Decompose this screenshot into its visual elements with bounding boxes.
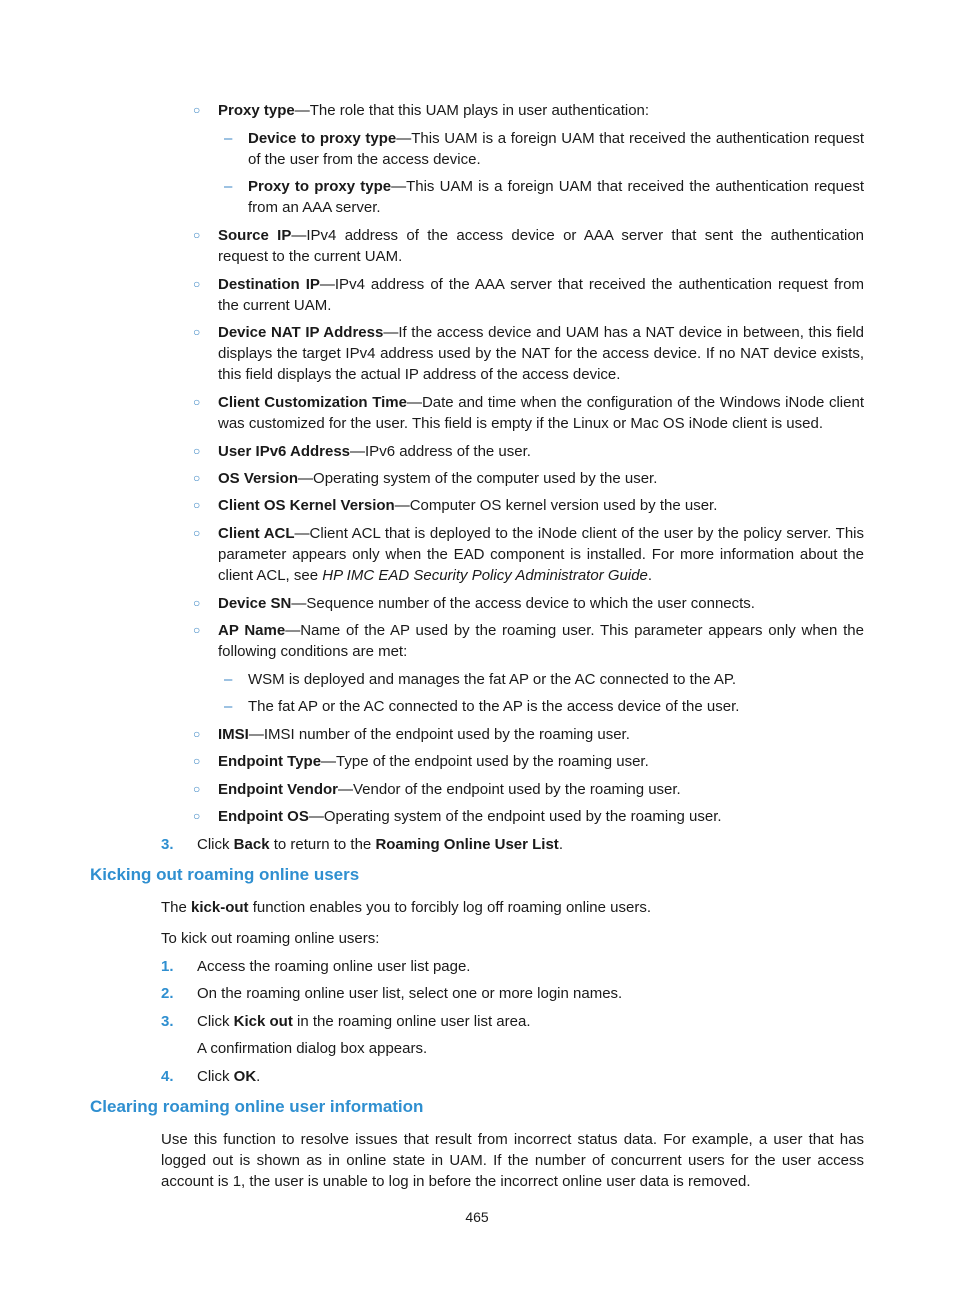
list-item xyxy=(218,468,864,489)
list-item xyxy=(218,100,864,121)
list-item xyxy=(218,806,864,827)
circle-bullet-icon: ○ xyxy=(193,103,201,117)
term: IMSI xyxy=(218,726,249,743)
desc: —Sequence number of the access device to which the user connects. xyxy=(291,595,755,612)
term: Destination IP xyxy=(218,276,320,293)
term: Client OS Kernel Version xyxy=(218,497,395,514)
term: Proxy type xyxy=(218,102,295,119)
desc: —Operating system of the endpoint used by the roaming user. xyxy=(308,808,722,825)
step-text xyxy=(197,1011,863,1032)
list-item xyxy=(218,620,864,662)
text: in the roaming online user list area. xyxy=(292,1013,531,1030)
term: Client Customization Time xyxy=(218,394,407,411)
desc: —IPv6 address of the user. xyxy=(350,443,531,460)
circle-bullet-icon: ○ xyxy=(193,277,201,291)
text: to return to the xyxy=(269,836,376,853)
circle-bullet-icon: ○ xyxy=(193,754,201,768)
paragraph: To kick out roaming online users: xyxy=(161,930,380,947)
desc: —IPv4 address of the AAA server that received the authentication request from the current UAM. xyxy=(218,276,865,314)
term: AP Name xyxy=(218,622,286,639)
dash-bullet-icon: – xyxy=(224,130,233,147)
dash-bullet-icon: – xyxy=(224,698,233,715)
circle-bullet-icon: ○ xyxy=(193,395,201,409)
term: Device SN xyxy=(218,595,292,612)
ui-term: OK xyxy=(233,1068,257,1085)
step-text xyxy=(197,1066,863,1087)
list-item xyxy=(218,441,864,462)
paragraph xyxy=(161,897,864,918)
list-item xyxy=(218,593,864,614)
circle-bullet-icon: ○ xyxy=(193,471,201,485)
circle-bullet-icon: ○ xyxy=(193,623,201,637)
list-item xyxy=(218,274,864,316)
desc: —IPv4 address of the access device or AAA server that sent the authentication request to the current UAM. xyxy=(218,227,865,265)
ui-term: kick-out xyxy=(191,899,249,916)
desc: —Operating system of the computer used by the user. xyxy=(298,470,658,487)
circle-bullet-icon: ○ xyxy=(193,325,201,339)
text: function enables you to forcibly log off roaming online users. xyxy=(248,899,651,916)
desc: —Type of the endpoint used by the roaming user. xyxy=(321,753,649,770)
desc: —If the access device and UAM has a NAT device in between, this field displays the target IPv4 address used by the NAT for the access device. If no NAT device exists, this field displays the actual IP address of the access device. xyxy=(218,324,865,383)
list-item xyxy=(218,779,864,800)
page-number: 465 xyxy=(465,1209,489,1225)
section-heading: Clearing roaming online user information xyxy=(90,1097,424,1116)
desc: —Date and time when the configuration of the Windows iNode client was customized for the user. This field is empty if the Linux or Mac OS iNode client is used. xyxy=(218,394,864,432)
term: User IPv6 Address xyxy=(218,443,351,460)
term: Endpoint Vendor xyxy=(218,781,338,798)
list-item xyxy=(218,523,864,586)
list-item xyxy=(218,322,864,385)
term: Source IP xyxy=(218,227,292,244)
list-item: The fat AP or the AC connected to the AP is the access device of the user. xyxy=(248,698,740,715)
text: . xyxy=(256,1068,261,1085)
text: Click xyxy=(197,836,234,853)
step-number: 3. xyxy=(161,836,174,853)
step-number: 3. xyxy=(161,1013,174,1030)
circle-bullet-icon: ○ xyxy=(193,498,201,512)
list-item xyxy=(218,724,864,745)
circle-bullet-icon: ○ xyxy=(193,228,201,242)
guide-reference: HP IMC EAD Security Policy Administrator Guide xyxy=(322,567,648,584)
text: . xyxy=(558,836,563,853)
term: Client ACL xyxy=(218,525,295,542)
circle-bullet-icon: ○ xyxy=(193,596,201,610)
list-item: WSM is deployed and manages the fat AP or the AC connected to the AP. xyxy=(248,671,737,688)
ui-term: Kick out xyxy=(233,1013,293,1030)
step-number: 4. xyxy=(161,1068,174,1085)
term: Endpoint OS xyxy=(218,808,309,825)
desc: —IMSI number of the endpoint used by the roaming user. xyxy=(248,726,630,743)
ui-term: Roaming Online User List xyxy=(375,836,559,853)
circle-bullet-icon: ○ xyxy=(193,727,201,741)
desc: —Vendor of the endpoint used by the roaming user. xyxy=(338,781,681,798)
desc: —This UAM is a foreign UAM that received the authentication request from an AAA server. xyxy=(248,178,864,216)
step-note: A confirmation dialog box appears. xyxy=(197,1040,428,1057)
text: The xyxy=(161,899,192,916)
list-item xyxy=(248,176,864,218)
circle-bullet-icon: ○ xyxy=(193,526,201,540)
circle-bullet-icon: ○ xyxy=(193,444,201,458)
step-text: Access the roaming online user list page. xyxy=(197,958,471,975)
paragraph: Use this function to resolve issues that result from incorrect status data. For example, a user that has logged out is shown as in online state in UAM. If the number of concurrent users for the user access account is 1, the user is unable to log in before the incorrect online user data is removed. xyxy=(161,1131,864,1190)
dash-bullet-icon: – xyxy=(224,178,233,195)
term: Device NAT IP Address xyxy=(218,324,384,341)
text: Click xyxy=(197,1068,234,1085)
list-item xyxy=(218,225,864,267)
list-item xyxy=(248,128,864,170)
step-number: 2. xyxy=(161,985,174,1002)
ui-term: Back xyxy=(233,836,270,853)
desc: —Computer OS kernel version used by the user. xyxy=(394,497,718,514)
term: Device to proxy type xyxy=(248,130,397,147)
desc: —Name of the AP used by the roaming user. This parameter appears only when the following conditions are met: xyxy=(218,622,864,660)
term: Endpoint Type xyxy=(218,753,322,770)
list-item xyxy=(218,495,864,516)
term: OS Version xyxy=(218,470,299,487)
step-text: On the roaming online user list, select one or more login names. xyxy=(197,985,623,1002)
desc: —This UAM is a foreign UAM that received the authentication request of the user from the access device. xyxy=(248,130,864,168)
list-item xyxy=(218,751,864,772)
step-number: 1. xyxy=(161,958,174,975)
text: Click xyxy=(197,1013,234,1030)
section-heading: Kicking out roaming online users xyxy=(90,865,360,884)
circle-bullet-icon: ○ xyxy=(193,809,201,823)
step-text xyxy=(197,834,863,855)
desc: . xyxy=(647,567,653,584)
term: Proxy to proxy type xyxy=(248,178,392,195)
circle-bullet-icon: ○ xyxy=(193,782,201,796)
dash-bullet-icon: – xyxy=(224,671,233,688)
desc: —The role that this UAM plays in user authentication: xyxy=(294,102,650,119)
desc: —Client ACL that is deployed to the iNode client of the user by the policy server. This parameter appears only when the EAD component is installed. For more information about the client ACL, see xyxy=(218,525,864,584)
list-item xyxy=(218,392,864,434)
